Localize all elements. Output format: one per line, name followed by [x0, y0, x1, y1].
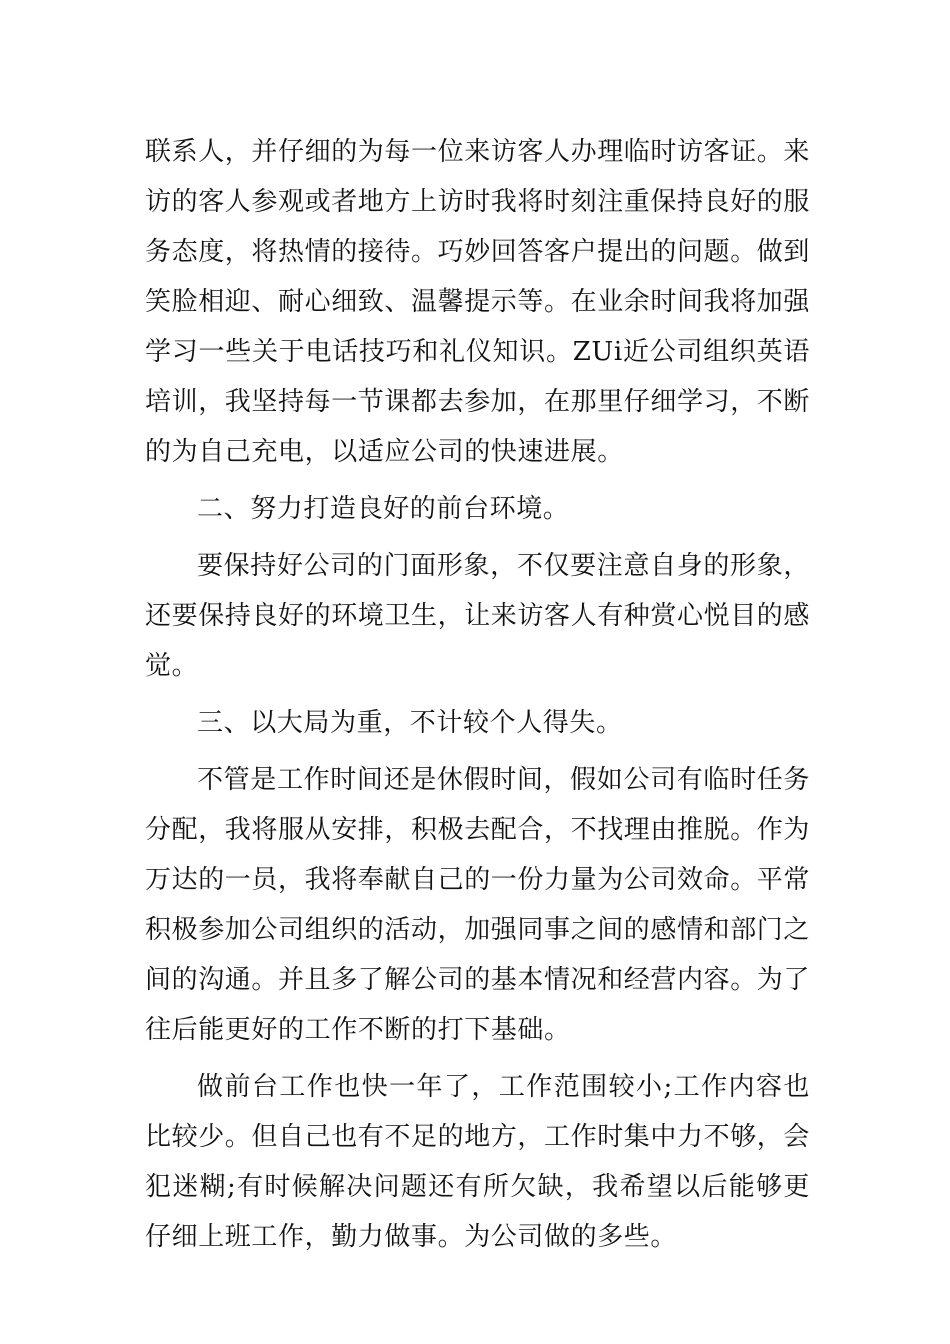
paragraph-teamwork: 不管是工作时间还是休假时间，假如公司有临时任务分配，我将服从安排，积极去配合，不找理由推脱。作为万达的一员，我将奉献自己的一份力量为公司效命。平常积极参加公司组织的活动，加强同事之间的感情和部门之间的沟通。并且多了解公司的基本情况和经营内容。为了往后能更好的工作不断的打下基础。	[145, 765, 811, 1045]
paragraph-continued: 联系人，并仔细的为每一位来访客人办理临时访客证。来访的客人参观或者地方上访时我将时刻注重保持良好的服务态度，将热情的接待。巧妙回答客户提出的问题。做到笑脸相迎、耐心细致、温馨提示等。在业余时间我将加强学习一些关于电话技巧和礼仪知识。ZUi近公司组织英语培训，我坚持每一节课都去参加，在那里仔细学习，不断的为自己充电，以适应公司的快速进展。	[145, 137, 811, 467]
paragraph-self-review: 做前台工作也快一年了，工作范围较小;工作内容也比较少。但自己也有不足的地方，工作时集中力不够，会犯迷糊;有时候解决问题还有所欠缺，我希望以后能够更仔细上班工作，勤力做事。为公司做的多些。	[145, 1072, 811, 1252]
document-body	[145, 127, 810, 1262]
section-heading-3: 三、以大局为重，不计较个人得失。	[197, 708, 623, 738]
section-heading-2: 二、努力打造良好的前台环境。	[197, 494, 570, 524]
paragraph-front-desk-image: 要保持好公司的门面形象，不仅要注意自身的形象，还要保持良好的环境卫生，让来访客人有种赏心悦目的感觉。	[145, 551, 811, 681]
